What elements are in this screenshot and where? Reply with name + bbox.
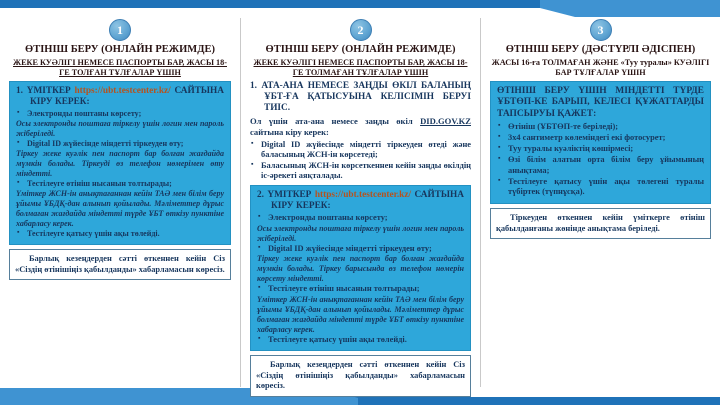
step-3-badge: 3 bbox=[590, 19, 612, 41]
column-3-subtitle: ЖАСЫ 16-ға ТОЛМАҒАН ЖӘНЕ «Туу туралы» КУӘЛІГІ БАР ТҰЛҒАЛАР ҮШІН bbox=[491, 58, 710, 77]
bullet-item: ▪ Тестілеуге өтініш нысанын толтырады; bbox=[16, 179, 224, 189]
consent-intro bbox=[250, 116, 471, 137]
bullet-item: ▪ Digital ID жүйесінде міндетті тіркеуден өту; bbox=[257, 244, 464, 255]
column-1-box-heading bbox=[16, 86, 224, 108]
note-item: Үміткер ЖСН-ін анықтағаннан кейін ТАӘ мен білім беру ұйымы ҰБДҚ-дан алынып қойылады. Мәліметтер дұрыс болмаған жағдайда міндетті түрде ҰБТ өткізу пунктіне хабарласу керек. bbox=[257, 294, 464, 334]
footer-note-text: Барлық кезеңдерден сәтті өткеннен кейін Сіз «Сіздің өтінішіңіз қабылданды» хабарламасын көресіз. bbox=[256, 360, 465, 390]
bullet-item: ▪ Тестілеуге қатысу үшін ақы төлегені туралы түбіртек (түпнұсқа). bbox=[497, 177, 704, 199]
note-item: Тіркеу жеке куәлік пен паспорт бар болған жағдайда мүмкін болады. Тіркеу барысында өз телефон нөмерін көрсету міндетті. bbox=[257, 254, 464, 283]
column-2-title: ӨТІНІШ БЕРУ (ОНЛАЙН РЕЖИМДЕ) bbox=[265, 44, 456, 55]
bullet-item: ▪ Баласының ЖСН-ін көрсеткеннен кейін заңды өкілдің іс-әрекеті аяқталады. bbox=[250, 161, 471, 182]
note-item: Осы электронды поштаға тіркелу үшін логин мен пароль жіберіледі. bbox=[257, 223, 464, 243]
column-online-adults bbox=[0, 18, 240, 387]
column-3-footer-note bbox=[490, 208, 711, 239]
bullet-item: ▪ Электронды поштаны көрсету; bbox=[16, 109, 224, 119]
footer-note-text: Тіркеуден өткеннен кейін үміткерге өтініш қабылданғаны жөнінде анықтама беріледі. bbox=[496, 213, 705, 233]
column-3-info-box bbox=[490, 81, 711, 205]
consent-point: 1. АТА-АНА НЕМЕСЕ ЗАҢДЫ ӨКІЛ БАЛАНЫҢ ҰБТ-ҒА ҚАТЫСУЫНА КЕЛІСІМІН БЕРУІ ТИІС. bbox=[250, 80, 471, 114]
note-item: Тіркеу жеке куәлік пен паспорт бар болған жағдайда мүмкін болады. Тіркеуді өз телефон нөмерімен өту міндетті. bbox=[16, 149, 224, 179]
box-heading-suffix: САЙТЫНА КІРУ КЕРЕК: bbox=[30, 85, 224, 107]
bullet-item: ▪ Туу туралы куәліктің көшірмесі; bbox=[497, 144, 704, 155]
column-traditional-method bbox=[480, 18, 720, 387]
intro-suffix: сайтына кіру керек: bbox=[250, 126, 329, 137]
bullet-item: ▪ Тестілеуге қатысу үшін ақы төлейді. bbox=[257, 335, 464, 346]
step-2-badge: 2 bbox=[350, 19, 372, 41]
bullet-item: ▪ Digital ID жүйесінде міндетті тіркеуден өту; bbox=[16, 139, 224, 149]
column-1-subtitle: ЖЕКЕ КУӘЛІГІ НЕМЕСЕ ПАСПОРТЫ БАР, ЖАСЫ 18-ГЕ ТОЛҒАН ТҰЛҒАЛАР ҮШІН bbox=[13, 58, 227, 77]
step-1-badge: 1 bbox=[109, 19, 131, 41]
bullet-item: ▪ Тестілеуге өтініш нысанын толтырады; bbox=[257, 284, 464, 295]
testcenter-link[interactable]: https://ubt.testcenter.kz/ bbox=[74, 85, 171, 96]
bullet-item: ▪ Электронды поштаны көрсету; bbox=[257, 213, 464, 224]
column-1-info-box bbox=[9, 81, 231, 245]
note-item: Осы электронды поштаға тіркелу үшін логин мен пароль жіберіледі. bbox=[16, 119, 224, 139]
bullet-item: ▪ 3х4 сантиметр көлеміндегі екі фотосурет; bbox=[497, 133, 704, 144]
footer-note-text: Барлық кезеңдерден сәтті өткеннен кейін Сіз «Сіздің өтінішіңіз қабылданды» хабарламасын көресіз. bbox=[15, 254, 225, 274]
column-1-footer-note bbox=[9, 249, 231, 280]
column-3-box-heading: ӨТІНІШ БЕРУ ҮШІН МІНДЕТТІ ТҮРДЕ ҰБТӨП-КЕ БАРЫП, КЕЛЕСІ ҚҰЖАТТАРДЫ ТАПСЫРУЫ ҚАЖЕТ: bbox=[497, 85, 704, 119]
column-2-subtitle: ЖЕКЕ КУӘЛІГІ НЕМЕСЕ ПАСПОРТЫ БАР, ЖАСЫ 18-ГЕ ТОЛМАҒАН ТҰЛҒАЛАР ҮШІН bbox=[253, 58, 468, 77]
columns-container bbox=[0, 18, 720, 390]
column-2-info-box bbox=[250, 185, 471, 351]
column-online-minors bbox=[240, 18, 480, 390]
bullet-item: ▪ Тестілеуге қатысу үшін ақы төлейді. bbox=[16, 229, 224, 239]
testcenter-link[interactable]: https://ubt.testcenter.kz/ bbox=[314, 189, 412, 200]
box-heading-prefix: 2. ҮМІТКЕР bbox=[257, 189, 315, 200]
bullet-item: ▪ Өзі білім алатын орта білім беру ұйымының анықтама; bbox=[497, 155, 704, 177]
top-ribbon bbox=[0, 0, 720, 18]
bullet-item: ▪ Өтініш (ҰБТӨП-те беріледі); bbox=[497, 122, 704, 133]
consent-section bbox=[250, 81, 471, 182]
box-heading-prefix: 1. ҮМІТКЕР bbox=[16, 85, 75, 96]
column-1-title: ӨТІНІШ БЕРУ (ОНЛАЙН РЕЖИМДЕ) bbox=[25, 44, 215, 55]
did-gov-link[interactable]: DID.GOV.KZ bbox=[420, 116, 471, 127]
intro-prefix: Ол үшін ата-ана немесе заңды өкіл bbox=[250, 116, 421, 127]
box-heading-suffix: САЙТЫНА КІРУ КЕРЕК: bbox=[271, 189, 464, 211]
column-3-title: ӨТІНІШ БЕРУ (ДӘСТҮРЛІ ӘДІСПЕН) bbox=[505, 44, 696, 55]
bullet-item: ▪ Digital ID жүйесінде міндетті тіркеуден өтеді және баласының ЖСН-ін көрсетеді; bbox=[250, 140, 471, 161]
column-2-footer-note bbox=[250, 355, 471, 397]
note-item: Үміткер ЖСН-ін анықтағаннан кейін ТАӘ мен білім беру ұйымы ҰБДҚ-дан алынып қойылады. Мәліметтер дұрыс болмаған жағдайда міндетті түрде ҰБТ өткізу пунктіне хабарласу керек. bbox=[16, 189, 224, 229]
column-2-box-heading bbox=[257, 190, 464, 212]
